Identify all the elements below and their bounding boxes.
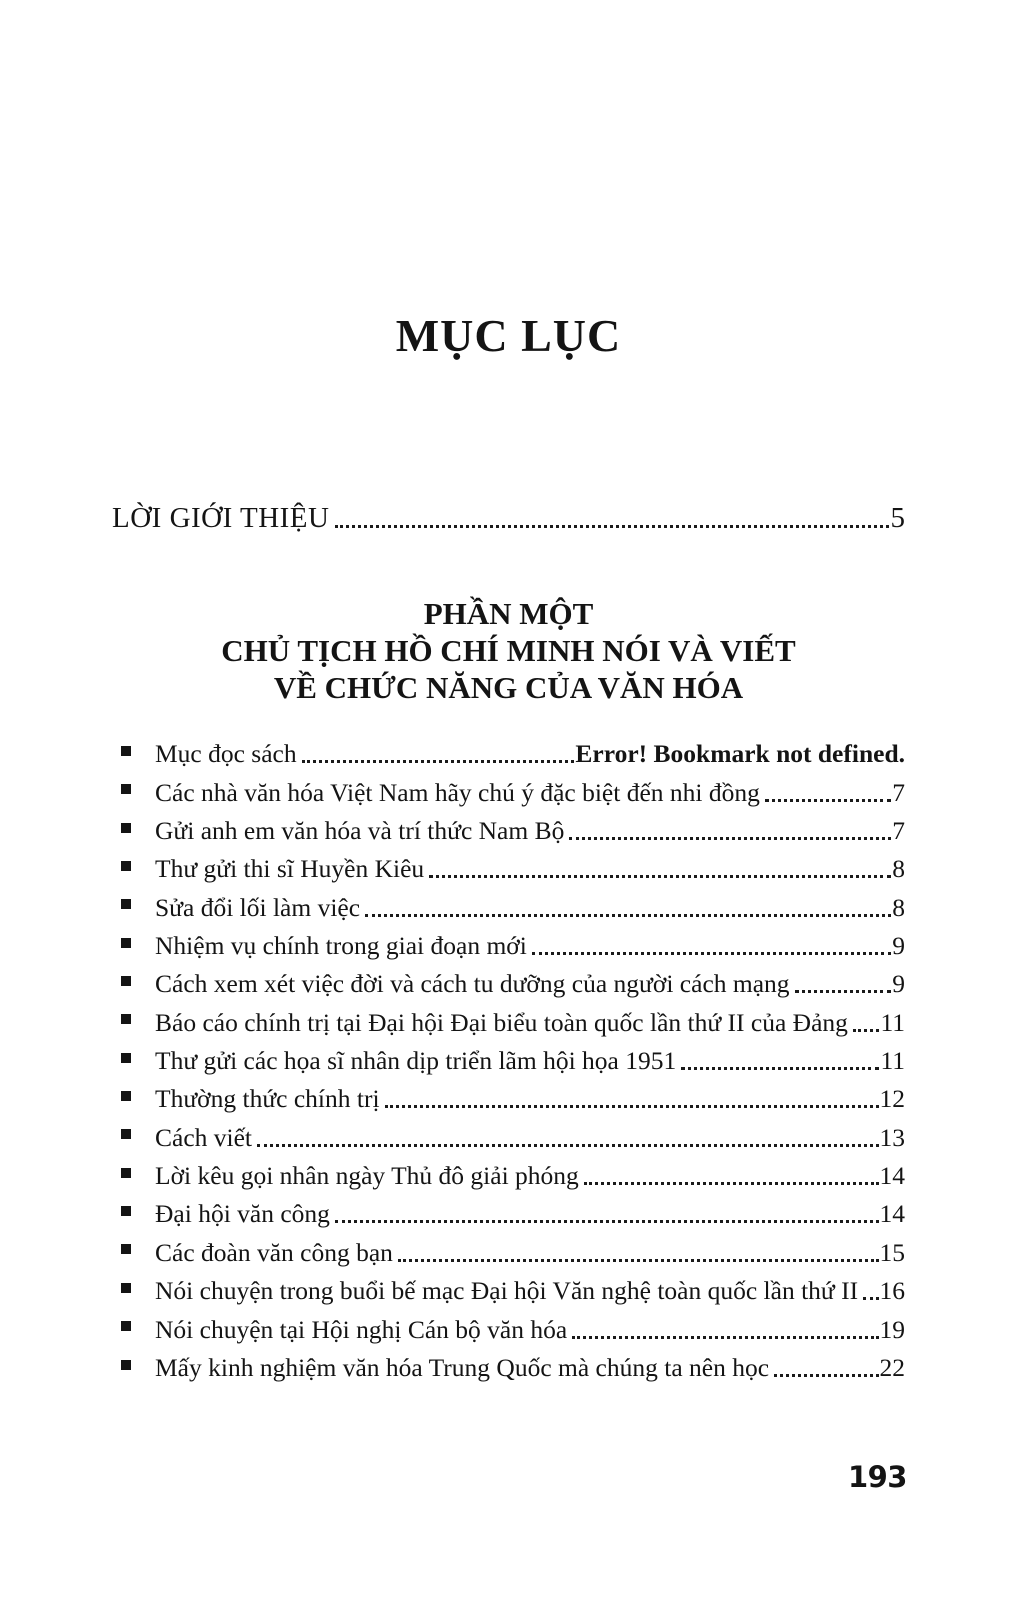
toc-entry-page: 7 [892,816,905,846]
bullet-square-icon [121,861,131,871]
dot-leader [257,1144,878,1147]
dot-leader [795,990,892,993]
bullet-square-icon [121,1321,131,1331]
toc-entry [112,769,905,807]
toc-entry-page: 22 [879,1352,905,1382]
bullet-square-icon [121,1014,131,1024]
bullet-square-icon [121,1091,131,1101]
toc-entry-label: Cách xem xét việc đời và cách tu dưỡng của người cách mạng [155,969,790,999]
toc-entry-page: 11 [880,1046,905,1076]
toc-entry-label: LỜI GIỚI THIỆU [112,502,330,534]
toc-entry-label: Nói chuyện tại Hội nghị Cán bộ văn hóa [155,1314,568,1344]
dot-leader [398,1259,879,1262]
toc-entry-page: 15 [879,1237,905,1267]
toc-entry [112,923,905,961]
toc-entry [112,1268,905,1306]
toc-entry-page: 16 [879,1276,905,1306]
toc-entry [112,731,905,769]
toc-entry-label: Báo cáo chính trị tại Đại hội Đại biểu toàn quốc lần thứ II của Đảng [155,1007,848,1037]
bullet-square-icon [121,1206,131,1216]
toc-entry-label: Đại hội văn công [155,1199,330,1229]
toc-entry-label: Sửa đổi lối làm việc [155,892,361,922]
bullet-square-icon [121,823,131,833]
bullet-square-icon [121,1360,131,1370]
toc-entry-page: 9 [892,931,905,961]
toc-entry-label: Nói chuyện trong buổi bế mạc Đại hội Văn nghệ toàn quốc lần thứ II [155,1276,859,1306]
toc-entry-page: 19 [879,1314,905,1344]
toc-entry-label: Thư gửi thi sĩ Huyền Kiêu [155,854,425,884]
toc-entry [112,999,905,1037]
dot-leader [335,525,888,528]
toc-entry-page: 14 [879,1161,905,1191]
dot-leader [532,952,891,955]
section-heading [112,595,905,706]
toc-entry [112,961,905,999]
toc-entry-label: Các đoàn văn công bạn [155,1237,393,1267]
toc-entry [112,1306,905,1344]
toc-entry-label: Cách viết [155,1122,253,1152]
bullet-square-icon [121,1168,131,1178]
toc-entry-label: Nhiệm vụ chính trong giai đoạn mới [155,931,527,961]
dot-leader [302,760,575,763]
section-heading-line: CHỦ TỊCH HỒ CHÍ MINH NÓI VÀ VIẾT [221,633,796,668]
toc-entry-intro [112,501,905,535]
dot-leader [584,1182,879,1185]
dot-leader [853,1029,880,1032]
toc-entry-page: 8 [892,854,905,884]
toc-entry-page: 9 [892,969,905,999]
toc-entry-page: Error! Bookmark not defined. [575,739,905,769]
dot-leader [774,1374,878,1377]
toc-entry [112,1345,905,1383]
toc-entry-page: 8 [892,892,905,922]
toc-entry-label: Thư gửi các họa sĩ nhân dịp triển lãm hội họa 1951 [155,1046,677,1076]
toc-entry [112,1153,905,1191]
bullet-square-icon [121,1053,131,1063]
bullet-square-icon [121,784,131,794]
dot-leader [681,1067,879,1070]
toc-entry-page: 11 [880,1007,905,1037]
toc-entry-page: 5 [890,502,905,534]
bullet-square-icon [121,899,131,909]
bullet-square-icon [121,976,131,986]
dot-leader [572,1336,878,1339]
section-heading-line: PHẦN MỘT [423,596,594,631]
toc-entry-label: Các nhà văn hóa Việt Nam hãy chú ý đặc biệt đến nhi đồng [155,777,760,807]
bullet-square-icon [121,746,131,756]
dot-leader [569,837,891,840]
bullet-square-icon [121,938,131,948]
toc-entry-label: Lời kêu gọi nhân ngày Thủ đô giải phóng [155,1161,579,1191]
bullet-square-icon [121,1244,131,1254]
dot-leader [765,799,891,802]
page-title: MỤC LỤC [395,310,622,361]
dot-leader [335,1220,879,1223]
dot-leader [863,1297,878,1300]
toc-entry-page: 13 [879,1122,905,1152]
toc-entry-label: Mục đọc sách [155,739,297,769]
toc-entry [112,1229,905,1267]
toc-entry-label: Mấy kinh nghiệm văn hóa Trung Quốc mà chúng ta nên học [155,1352,770,1382]
toc-entry [112,846,905,884]
toc-entry-label: Thường thức chính trị [155,1084,380,1114]
toc-entry-page: 14 [879,1199,905,1229]
section-heading-line: VỀ CHỨC NĂNG CỦA VĂN HÓA [273,670,744,705]
dot-leader [385,1105,879,1108]
toc-entry-label: Gửi anh em văn hóa và trí thức Nam Bộ [155,816,565,846]
toc-entry [112,884,905,922]
toc-list [112,731,905,1383]
toc-entry-page: 12 [879,1084,905,1114]
toc-entry [112,1076,905,1114]
toc-entry [112,1191,905,1229]
bullet-square-icon [121,1129,131,1139]
dot-leader [365,914,891,917]
toc-entry [112,1114,905,1152]
dot-leader [429,875,891,878]
toc-entry [112,808,905,846]
toc-entry [112,1038,905,1076]
bullet-square-icon [121,1283,131,1293]
toc-entry-page: 7 [892,777,905,807]
footer-page-number: 193 [847,1460,907,1494]
